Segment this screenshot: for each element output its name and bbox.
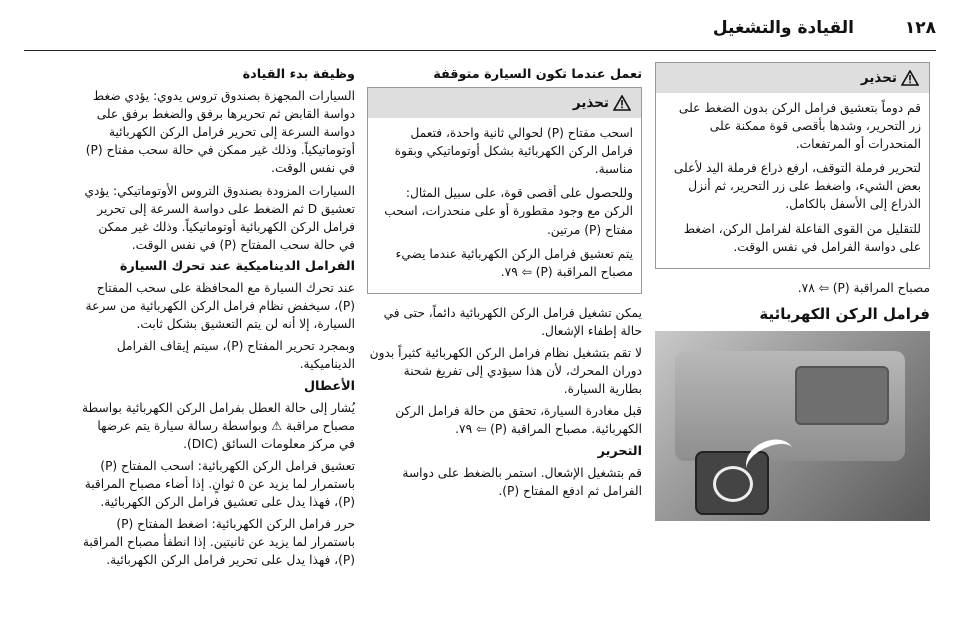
- storage-slot: [795, 366, 889, 425]
- warning-paragraph: يتم تعشيق فرامل الركن الكهربائية عندما يضيء مصباح المراقبة (P) ⇦ ٧٩.: [395, 246, 633, 279]
- warning-paragraph: قم دوماً بتعشيق فرامل الركن بدون الضغط على زر التحرير، وشدها بأقصى قوة ممكنة على المنحدرات أو المرتفعات.: [678, 101, 921, 152]
- warning-paragraph: للتقليل من القوى الفاعلة لفرامل الركن، اضغط على دواسة الفرامل في نفس الوقت.: [683, 221, 921, 254]
- warning-title: تحذير: [860, 70, 897, 86]
- warning-header: [656, 63, 929, 93]
- body-paragraph: يُشار إلى حالة العطل بفرامل الركن الكهربائية بواسطة مصباح مراقبة ⚠ وبواسطة رسالة سيارة يتم عرضها في مركز معلومات السائق (DIC).: [82, 400, 355, 451]
- body-paragraph: تعشيق فرامل الركن الكهربائية: اسحب المفتاح (P) باستمرار لما يزيد عن ٥ ثوانٍ. إذا أضاء مصباح المراقبة (P)، فهذا يدل على تعشيق فرامل الركن الكهربائية.: [84, 458, 355, 510]
- warning-box: [367, 87, 642, 294]
- body-paragraph: يمكن تشغيل فرامل الركن الكهربائية دائماً، حتى في حالة إطفاء الإشعال.: [383, 305, 642, 338]
- left-column: [80, 62, 355, 573]
- body-paragraph: حرر فرامل الركن الكهربائية: اضغط المفتاح (P) باستمرار لما يزيد عن ثانيتين. إذا انطفأ مصباح المراقبة (P)، فهذا يدل على تحرير فرامل الركن الكهربائية.: [82, 517, 355, 568]
- warning-paragraph: وللحصول على أقصى قوة، على سبيل المثال: الركن مع وجود مقطورة أو على منحدرات، اسحب مفتاح (P) مرتين.: [384, 186, 633, 237]
- warning-triangle-icon: [901, 70, 919, 86]
- body-paragraph: لا تقم بتشغيل نظام فرامل الركن الكهربائية كثيراً بدون دوران المحرك، لأن هذا سيؤدي إلى تفريغ شحنة بطارية السيارة.: [369, 346, 642, 397]
- right-column: [655, 62, 930, 521]
- warning-title: تحذير: [572, 95, 609, 112]
- lamp-reference: مصباح المراقبة (P) ⇦ ٧٨.: [797, 280, 930, 295]
- warning-triangle-icon: [613, 95, 631, 111]
- header-rule: [24, 50, 936, 51]
- body-paragraph: السيارات المجهزة بصندوق تروس يدوي: يؤدي ضغط دواسة القابض ثم تحريرها برفق والضغط برفق على دواسة السرعة إلى تحرير فرامل الركن الكهربائية أوتوماتيكياً. وذلك غير ممكن في حالة سحب مفتاح (P) في نفس الوقت.: [85, 89, 355, 176]
- body-paragraph: قبل مغادرة السيارة، تحقق من حالة فرامل الركن الكهربائية. مصباح المراقبة (P) ⇦ ٧٩.: [395, 404, 642, 437]
- middle-column: [367, 62, 642, 504]
- warning-body: [656, 93, 929, 268]
- dynamic-braking-heading: الفرامل الديناميكية عند تحرك السيارة: [119, 258, 355, 274]
- parking-brake-icon: [713, 466, 753, 502]
- drive-away-heading: وظيفة بدء القيادة: [242, 67, 355, 82]
- chapter-title: القيادة والتشغيل: [712, 18, 854, 38]
- body-paragraph: عند تحرك السيارة مع المحافظة على سحب المفتاح (P)، سيخفض نظام فرامل الركن الكهربائية من سرعة السيارة، إلا أنه لن يتم التعشيق بشكل ثابت.: [85, 281, 355, 332]
- release-text: قم بتشغيل الإشعال. استمر بالضغط على دواسة الفرامل ثم ادفع المفتاح (P).: [402, 465, 642, 498]
- warning-paragraph: لتحرير فرملة التوقف، ارفع ذراع فرملة اليد لأعلى بعض الشيء، واضغط على زر التحرير، ثم أنزل الذراع إلى الأسفل بالكامل.: [673, 161, 921, 212]
- parking-brake-photo: [655, 331, 930, 521]
- section-title: فرامل الركن الكهربائية: [759, 304, 930, 323]
- warning-header: [368, 88, 641, 118]
- release-heading: التحرير: [597, 443, 642, 459]
- page-header: [24, 18, 936, 42]
- body-paragraph: السيارات المزودة بصندوق التروس الأوتوماتيكي: يؤدي تعشيق D ثم الضغط على دواسة السرعة إلى تحرير فرامل الركن الكهربائية أوتوماتيكياً. وذلك غير ممكن في حالة سحب المفتاح (P) في نفس الوقت.: [84, 183, 355, 252]
- warning-body: [368, 118, 641, 293]
- page-number: ١٢٨: [904, 18, 936, 38]
- fault-heading: الأعطال: [303, 378, 355, 394]
- warning-paragraph: اسحب مفتاح (P) لحوالي ثانية واحدة، فتعمل فرامل الركن الكهربائية بشكل أوتوماتيكي وبقوة مناسبة.: [394, 126, 633, 177]
- body-paragraph: وبمجرد تحرير المفتاح (P)، سيتم إيقاف الفرامل الديناميكية.: [116, 339, 355, 372]
- intro-heading: تعمل عندما تكون السيارة متوقفة: [433, 67, 642, 82]
- warning-box: [655, 62, 930, 269]
